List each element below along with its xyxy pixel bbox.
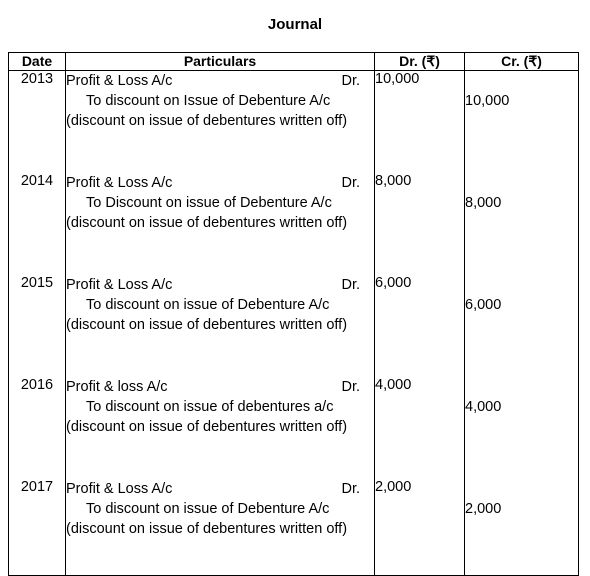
- credit-cell: [465, 173, 579, 275]
- journal-entry-row: [9, 275, 579, 377]
- journal-entry-row: [9, 173, 579, 275]
- credit-cell: [465, 479, 579, 576]
- entry-particulars: [66, 173, 375, 275]
- header-row: [9, 53, 579, 71]
- narration: (discount on issue of debentures written off): [66, 317, 348, 333]
- entry-particulars: [66, 71, 375, 174]
- entry-date: 2015: [9, 275, 66, 377]
- debit-amount: 10,000: [375, 71, 465, 174]
- dr-mark: Dr.: [341, 175, 360, 191]
- narration: (discount on issue of debentures written off): [66, 113, 348, 129]
- journal-entry-row: [9, 377, 579, 479]
- credit-account: To discount on issue of Debenture A/c: [86, 501, 330, 517]
- credit-account: To Discount on issue of Debenture A/c: [86, 195, 332, 211]
- journal-title: Journal: [267, 16, 323, 33]
- credit-amount: 2,000: [465, 501, 502, 517]
- entry-particulars: [66, 275, 375, 377]
- dr-mark: Dr.: [341, 481, 360, 497]
- entry-date: 2013: [9, 71, 66, 174]
- credit-account: To discount on issue of debentures a/c: [86, 399, 334, 415]
- journal-entry-row: [9, 71, 579, 174]
- journal-entry-row: [9, 479, 579, 576]
- narration: (discount on issue of debentures written off): [66, 419, 348, 435]
- credit-cell: [465, 71, 579, 174]
- credit-account: To discount on Issue of Debenture A/c: [86, 93, 331, 109]
- debit-amount: 6,000: [375, 275, 465, 377]
- entry-particulars: [66, 479, 375, 576]
- header-credit: Cr. (₹): [465, 53, 579, 71]
- header-date: Date: [9, 53, 66, 71]
- debit-amount: 8,000: [375, 173, 465, 275]
- header-particulars: Particulars: [66, 53, 375, 71]
- header-debit: Dr. (₹): [375, 53, 465, 71]
- narration: (discount on issue of debentures written off): [66, 215, 348, 231]
- debit-account: Profit & Loss A/c: [66, 277, 173, 293]
- debit-account: Profit & Loss A/c: [66, 481, 173, 497]
- journal-table: [8, 52, 579, 576]
- debit-account: Profit & Loss A/c: [66, 175, 173, 191]
- credit-cell: [465, 377, 579, 479]
- debit-amount: 2,000: [375, 479, 465, 576]
- credit-amount: 8,000: [465, 195, 502, 211]
- entry-date: 2017: [9, 479, 66, 576]
- debit-amount: 4,000: [375, 377, 465, 479]
- credit-amount: 6,000: [465, 297, 502, 313]
- entry-date: 2016: [9, 377, 66, 479]
- credit-amount: 4,000: [465, 399, 502, 415]
- entry-date: 2014: [9, 173, 66, 275]
- entry-particulars: [66, 377, 375, 479]
- credit-cell: [465, 275, 579, 377]
- dr-mark: Dr.: [341, 73, 360, 89]
- dr-mark: Dr.: [341, 379, 360, 395]
- dr-mark: Dr.: [341, 277, 360, 293]
- narration: (discount on issue of debentures written off): [66, 521, 348, 537]
- debit-account: Profit & loss A/c: [66, 379, 168, 395]
- credit-account: To discount on issue of Debenture A/c: [86, 297, 330, 313]
- debit-account: Profit & Loss A/c: [66, 73, 173, 89]
- credit-amount: 10,000: [465, 93, 510, 109]
